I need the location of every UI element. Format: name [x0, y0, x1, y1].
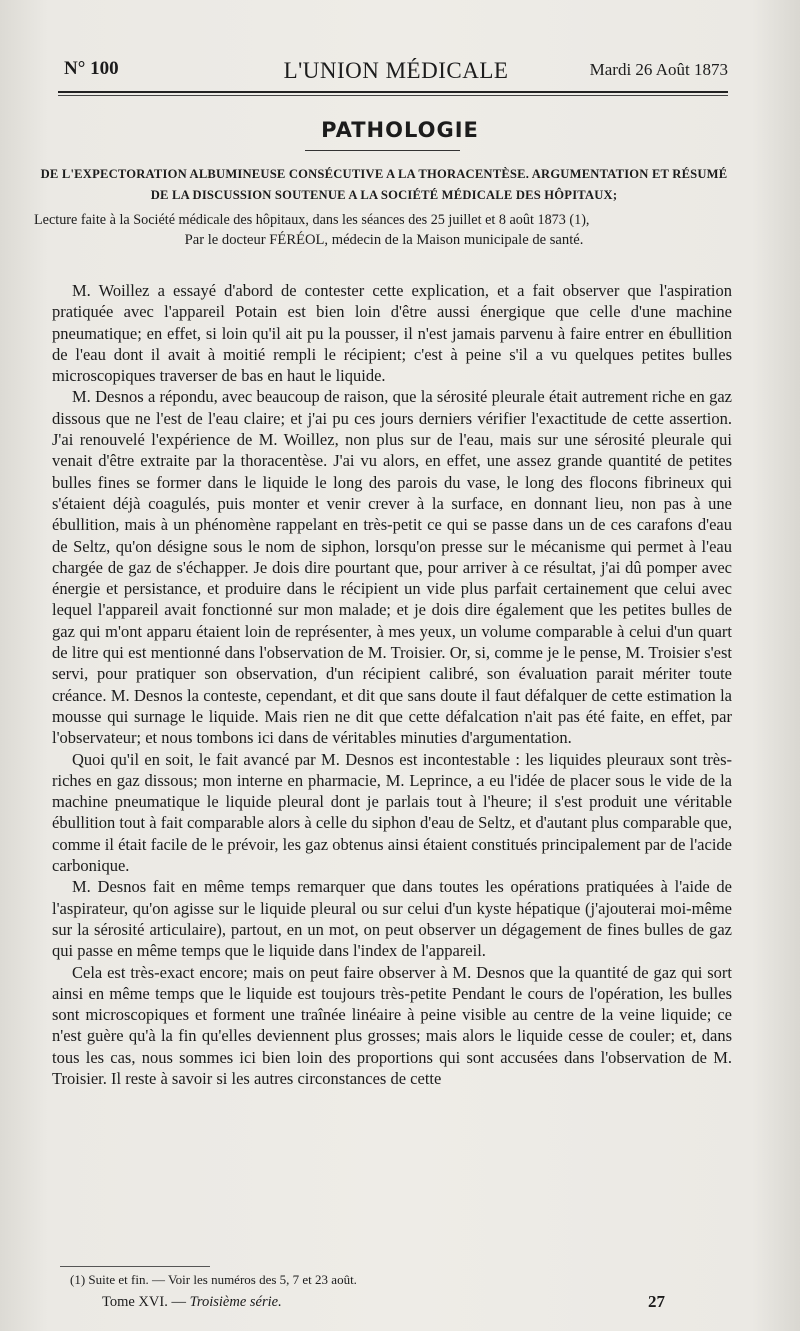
- footnote-rule: [60, 1266, 210, 1267]
- paragraph: M. Desnos fait en même temps remarquer que dans toutes les opérations pratiquées à l'aide de l'aspirateur, qu'on agisse sur le liquide pleural ou sur celui d'un kyste hépatique (j'ajouterai moi-même sur la sérosité articulaire), partout, en un mot, on peut observer un dégagement de fines bulles de gaz qui passe en même temps que le liquide dans l'index de l'appareil.: [52, 877, 732, 961]
- footnote: (1) Suite et fin. — Voir les numéros des 5, 7 et 23 août.: [70, 1272, 357, 1287]
- article-title: DE L'EXPECTORATION ALBUMINEUSE CONSÉCUTIVE A LA THORACENTÈSE. ARGUMENTATION ET RÉSUMÉ DE LA DISCUSSION SOUTENUE A LA SOCIÉTÉ MÉDICALE DES HÔPITAUX;: [40, 167, 728, 202]
- paragraph: M. Desnos a répondu, avec beaucoup de raison, que la sérosité pleurale était autrement riche en gaz dissous que ne l'est de l'eau claire; et j'ai pu ces jours derniers vérifier l'exactitude de cette assertion. J'ai renouvelé l'expérience de M. Woillez, non plus sur de l'eau, mais sur une sérosité pleurale qui venait d'être extraite par la thoracentèse. J'ai vu alors, en effet, une assez grande quantité de petites bulles fines se former dans le liquide le long des parois du vase, le long des flocons fibrineux qui s'étaient déjà coagulés, puis monter et venir crever à la surface, en donnant lieu, non pas à une ébullition, mais à un phénomène rappelant en très-petit ce qui se passe dans un de ces carafons d'eau de Seltz, qu'on désigne sous le nom de siphon, lorsqu'on presse sur le mécanisme qui permet à l'eau chargée de gaz de s'échapper. Je dois dire pourtant que, pour arriver à ce résultat, j'ai dû pomper avec énergie et persistance, et produire dans le récipient un vide plus parfait certainement que celui avec lequel l'appareil avait fonctionné sur mon malade; et je dois dire également que les petites bulles de gaz qui m'ont apparu étaient loin de représenter, à mes yeux, un volume comparable à celui d'un quart de litre qui est mentionné dans l'observation de M. Troisier. Or, si, comme je le pense, M. Troisier s'est servi, pour pratiquer son observation, d'un récipient calibré, son évaluation parait mériter toute créance. M. Desnos la conteste, cependant, et dit que sans doute il faut défalquer de cette estimation la mousse qui surnage le liquide. Mais rien ne dit que cette défalcation n'ait pas été faite, en effet, par l'observateur; et nous tombons ici dans de véritables minuties d'argumentation.: [52, 387, 732, 748]
- article-body: [52, 280, 732, 1089]
- series-label: Troisième série.: [189, 1294, 282, 1310]
- paragraph: Cela est très-exact encore; mais on peut faire observer à M. Desnos que la quantité de gaz qui sort ainsi en même temps que le liquide est toujours très-petite Pendant le cours de l'opération, les bulles sont microscopiques et forment une traînée linéaire à peine visible au centre de la veine liquide; ce n'est guère qu'à la fin qu'elles deviennent plus grosses; mais alors le liquide cesse de couler; et, dans tous les cas, nous sommes ici bien loin des proportions qui sont accusées dans l'observation de M. Troisier. Il reste à savoir si les autres circonstances de cette: [52, 962, 732, 1088]
- lecture-line: Lecture faite à la Société médicale des hôpitaux, dans les séances des 25 juillet et 8 août 1873 (1),: [34, 212, 590, 228]
- paragraph: M. Woillez a essayé d'abord de contester cette explication, et a fait observer que l'aspiration pratiquée avec l'appareil Potain est bien loin d'être aussi énergique que celle d'une machine pneumatique; en effet, si loin qu'il ait pu la pousser, il n'est jamais parvenu à faire entrer en ébullition de l'eau dont il avait à moitié rempli le récipient; c'est à peine s'il a vu quelques petites bulles microscopiques traverser de bas en haut le liquide.: [52, 281, 732, 386]
- header-rule-thin: [58, 95, 728, 96]
- page-number: 27: [648, 1292, 665, 1311]
- section-title: PATHOLOGIE: [321, 118, 479, 142]
- issue-date: Mardi 26 Août 1873: [589, 60, 728, 79]
- issue-number: N° 100: [64, 58, 119, 79]
- paragraph: Quoi qu'il en soit, le fait avancé par M. Desnos est incontestable : les liquides pleuraux sont très-riches en gaz dissous; mon interne en pharmacie, M. Leprince, a eu l'idée de placer sous le vide de la machine pneumatique le liquide pleural dont je parlais tout à l'heure; il s'est produit une véritable ébullition tout à fait comparable alors à celle du siphon d'eau de Seltz, et d'autant plus comparable que, comme il était facile de le prévoir, les gaz obtenus ainsi étaient constitués principalement par de l'acide carbonique.: [52, 749, 732, 876]
- volume-label: Tome XVI. —: [102, 1294, 190, 1310]
- journal-title: L'UNION MÉDICALE: [283, 58, 509, 83]
- volume-info: [102, 1294, 282, 1311]
- article-byline: [34, 210, 734, 250]
- section-rule: [305, 150, 460, 151]
- header-rule: [58, 91, 728, 93]
- author-line: Par le docteur FÉRÉOL, médecin de la Maison municipale de santé.: [184, 232, 584, 248]
- page-header: [64, 52, 728, 86]
